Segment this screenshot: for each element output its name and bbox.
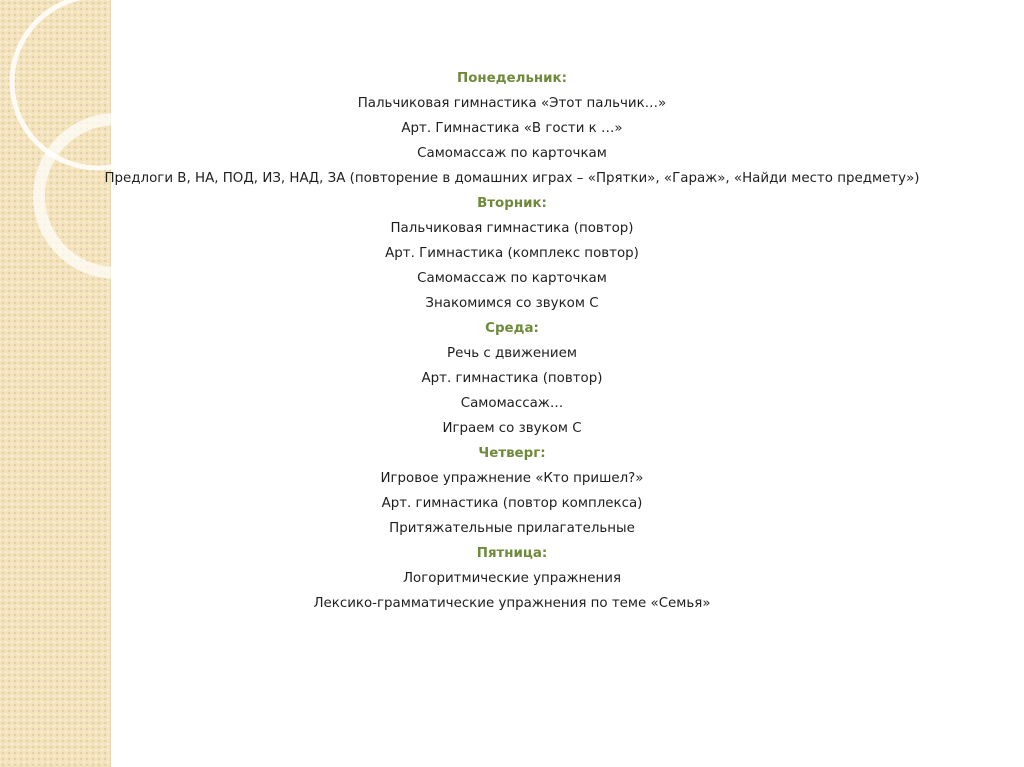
day-heading-tuesday: Вторник: (477, 196, 547, 211)
schedule-item: Речь с движением (447, 346, 577, 361)
schedule-item: Арт. Гимнастика (комплекс повтор) (385, 246, 639, 261)
schedule-item: Предлоги В, НА, ПОД, ИЗ, НАД, ЗА (повторение в домашних играх – «Прятки», «Гараж», «Найди место предмету») (104, 171, 920, 186)
schedule-item: Притяжательные прилагательные (389, 521, 635, 536)
day-heading-wednesday: Среда: (485, 321, 539, 336)
schedule-item: Логоритмические упражнения (402, 571, 622, 586)
schedule-item: Пальчиковая гимнастика «Этот пальчик…» (357, 96, 667, 111)
schedule-item: Арт. гимнастика (повтор комплекса) (381, 496, 643, 511)
schedule-item: Самомассаж… (460, 396, 564, 411)
schedule-content (0, 66, 1024, 616)
day-heading-monday: Понедельник: (457, 71, 567, 86)
schedule-item: Арт. гимнастика (повтор) (421, 371, 603, 386)
schedule-item: Самомассаж по карточкам (417, 271, 607, 286)
schedule-item: Знакомимся со звуком С (425, 296, 599, 311)
day-heading-friday: Пятница: (476, 546, 548, 561)
schedule-item: Лексико-грамматические упражнения по теме «Семья» (313, 596, 711, 611)
schedule-item: Самомассаж по карточкам (417, 146, 607, 161)
schedule-item: Игровое упражнение «Кто пришел?» (380, 471, 644, 486)
schedule-item: Играем со звуком С (442, 421, 582, 436)
schedule-item: Пальчиковая гимнастика (повтор) (390, 221, 634, 236)
day-heading-thursday: Четверг: (478, 446, 546, 461)
schedule-item: Арт. Гимнастика «В гости к …» (401, 121, 623, 136)
